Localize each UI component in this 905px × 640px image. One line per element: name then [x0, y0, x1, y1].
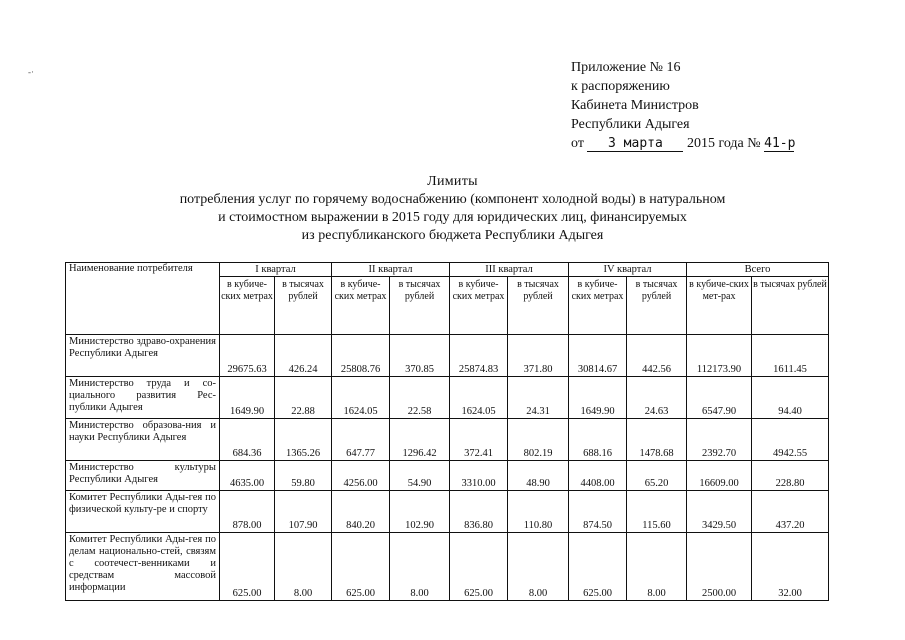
header-quarter-2: II квартал — [332, 263, 450, 277]
consumer-name: Министерство культуры Республики Адыгея — [66, 461, 220, 491]
table-cell: 688.16 — [569, 419, 627, 461]
table-cell: 102.90 — [390, 491, 450, 533]
consumer-name: Министерство образова-ния и науки Республики Адыгея — [66, 419, 220, 461]
table-cell: 32.00 — [752, 533, 829, 601]
header-unit-5: в тысячах рублей — [508, 277, 569, 335]
table-header-quarters — [66, 263, 829, 277]
table-cell: 8.00 — [627, 533, 687, 601]
header-unit-0: в кубиче-ских метрах — [220, 277, 275, 335]
table-cell: 22.58 — [390, 377, 450, 419]
table-cell: 16609.00 — [687, 461, 752, 491]
header-unit-8: в кубиче-ских мет-рах — [687, 277, 752, 335]
table-cell: 1611.45 — [752, 335, 829, 377]
table-cell: 840.20 — [332, 491, 390, 533]
table-cell: 24.31 — [508, 377, 569, 419]
table-cell: 6547.90 — [687, 377, 752, 419]
table-body — [66, 335, 829, 601]
title-line-1: потребления услуг по горячему водоснабжению (компонент холодной воды) в натуральном — [179, 192, 726, 207]
table-cell: 115.60 — [627, 491, 687, 533]
header-unit-4: в кубиче-ских метрах — [450, 277, 508, 335]
table-cell: 1365.26 — [275, 419, 332, 461]
table-cell: 112173.90 — [687, 335, 752, 377]
consumer-name: Комитет Республики Ады-гея по делам национально-стей, связям с соотечест-венниками и средствам массовой информации — [66, 533, 220, 601]
header-unit-6: в кубиче-ских метрах — [569, 277, 627, 335]
table-cell: 54.90 — [390, 461, 450, 491]
table-cell: 22.88 — [275, 377, 332, 419]
header-unit-7: в тысячах рублей — [627, 277, 687, 335]
table-cell: 94.40 — [752, 377, 829, 419]
header-consumer-name: Наименование потребителя — [66, 263, 220, 335]
header-total: Всего — [687, 263, 829, 277]
appendix-line-2: к распоряжению — [571, 79, 670, 94]
table-cell: 1624.05 — [450, 377, 508, 419]
header-unit-9: в тысячах рублей — [752, 277, 829, 335]
table-cell: 48.90 — [508, 461, 569, 491]
table-cell: 25808.76 — [332, 335, 390, 377]
appendix-line-1: Приложение № 16 — [571, 60, 681, 75]
table-cell: 30814.67 — [569, 335, 627, 377]
appendix-date-line — [571, 134, 794, 153]
table-cell: 372.41 — [450, 419, 508, 461]
table-row — [66, 419, 829, 461]
table-cell: 3310.00 — [450, 461, 508, 491]
table-cell: 107.90 — [275, 491, 332, 533]
table-cell: 878.00 — [220, 491, 275, 533]
consumer-name: Министерство труда и со-циального развития Рес-публики Адыгея — [66, 377, 220, 419]
table-cell: 3429.50 — [687, 491, 752, 533]
table-row — [66, 461, 829, 491]
table-cell: 4942.55 — [752, 419, 829, 461]
table-cell: 2392.70 — [687, 419, 752, 461]
table-cell: 8.00 — [275, 533, 332, 601]
table-cell: 29675.63 — [220, 335, 275, 377]
table-cell: 8.00 — [508, 533, 569, 601]
table-cell: 426.24 — [275, 335, 332, 377]
appendix-line-3: Кабинета Министров — [571, 98, 699, 113]
table-cell: 1478.68 — [627, 419, 687, 461]
header-quarter-4: IV квартал — [569, 263, 687, 277]
appendix-block — [571, 58, 794, 153]
appendix-number-handwritten: 41-р — [764, 136, 796, 151]
corner-mark: -· — [28, 67, 34, 77]
table-cell: 1624.05 — [332, 377, 390, 419]
header-quarter-3: III квартал — [450, 263, 569, 277]
table-cell: 625.00 — [450, 533, 508, 601]
table-cell: 110.80 — [508, 491, 569, 533]
table-cell: 8.00 — [390, 533, 450, 601]
header-quarter-1: I квартал — [220, 263, 332, 277]
header-unit-1: в тысячах рублей — [275, 277, 332, 335]
limits-table — [65, 262, 829, 601]
table-row — [66, 491, 829, 533]
table-cell: 836.80 — [450, 491, 508, 533]
table-row — [66, 533, 829, 601]
table-cell: 647.77 — [332, 419, 390, 461]
table-cell: 371.80 — [508, 335, 569, 377]
table-cell: 25874.83 — [450, 335, 508, 377]
table-cell: 1649.90 — [569, 377, 627, 419]
table-cell: 802.19 — [508, 419, 569, 461]
table-cell: 1296.42 — [390, 419, 450, 461]
title-line-3: из республиканского бюджета Республики Адыгея — [301, 228, 604, 243]
header-unit-3: в тысячах рублей — [390, 277, 450, 335]
table-cell: 874.50 — [569, 491, 627, 533]
table-cell: 65.20 — [627, 461, 687, 491]
table-cell: 437.20 — [752, 491, 829, 533]
appendix-year-label: 2015 года № — [686, 136, 761, 151]
table-row — [66, 377, 829, 419]
table-row — [66, 335, 829, 377]
table-cell: 684.36 — [220, 419, 275, 461]
table-cell: 2500.00 — [687, 533, 752, 601]
table-cell: 1649.90 — [220, 377, 275, 419]
appendix-date-handwritten: 3 марта — [587, 137, 683, 152]
consumer-name: Комитет Республики Ады-гея по физической культу-ре и спорту — [66, 491, 220, 533]
table-cell: 370.85 — [390, 335, 450, 377]
table-cell: 625.00 — [220, 533, 275, 601]
table-cell: 228.80 — [752, 461, 829, 491]
header-unit-2: в кубиче-ских метрах — [332, 277, 390, 335]
appendix-from-label: от — [571, 136, 584, 151]
document-title — [0, 173, 905, 245]
consumer-name: Министерство здраво-охранения Республики Адыгея — [66, 335, 220, 377]
table-cell: 625.00 — [332, 533, 390, 601]
table-cell: 4256.00 — [332, 461, 390, 491]
table-cell: 4408.00 — [569, 461, 627, 491]
title-line-2: и стоимостном выражении в 2015 году для юридических лиц, финансируемых — [218, 210, 687, 225]
table-cell: 442.56 — [627, 335, 687, 377]
table-cell: 625.00 — [569, 533, 627, 601]
table-cell: 4635.00 — [220, 461, 275, 491]
appendix-line-4: Республики Адыгея — [571, 117, 690, 132]
table-cell: 59.80 — [275, 461, 332, 491]
title-heading: Лимиты — [427, 174, 478, 189]
table-cell: 24.63 — [627, 377, 687, 419]
